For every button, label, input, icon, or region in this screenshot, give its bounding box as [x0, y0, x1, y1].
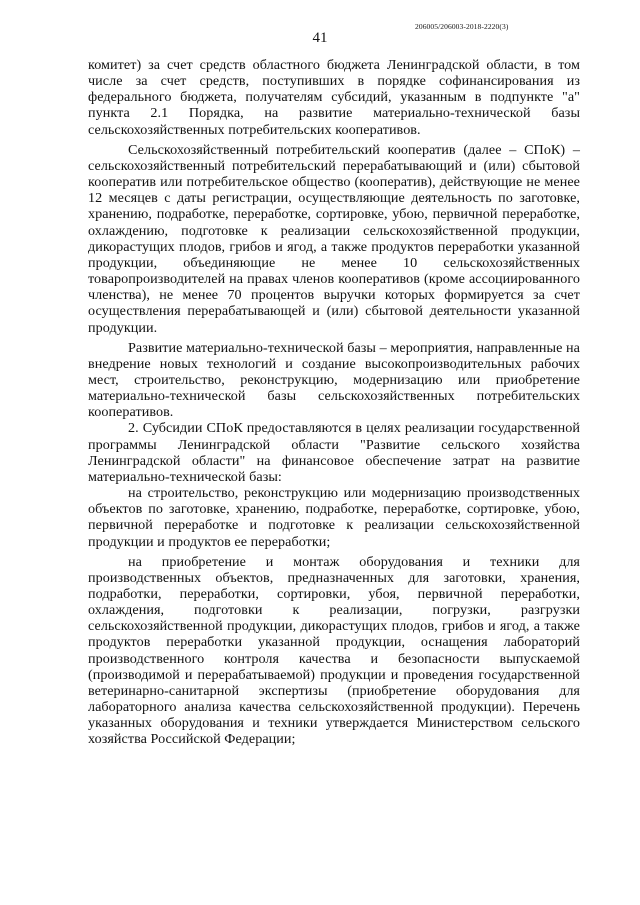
paragraph-spok-definition: Сельскохозяйственный потребительский кооператив (далее – СПоК) – сельскохозяйственный потребительский перерабатывающий и (или) сбытовой кооператив или потребительское общество (кооператив), действующие не менее 12 месяцев с даты регистрации, осуществляющие деятельность по заготовке, хранению, подработке, переработке, сортировке, убою, первичной переработке, охлаждению, подготовке к реализации сельскохозяйственной продукции, дикорастущих плодов, грибов и ягод, а также продуктов переработки указанной продукции, объединяющие не менее 10 сельскохозяйственных товаропроизводителей на правах членов кооперативов (кроме ассоциированного членства), не менее 70 процентов выручки которых формируется за счет осуществления перерабатывающей и (или) сбытовой деятельности указанной продукции.: [88, 141, 580, 336]
paragraph-construction: на строительство, реконструкцию или модернизацию производственных объектов по заготовке, хранению, подработке, переработке, сортировке, убою, первичной переработке и подготовке к реализации сельскохозяйственной продукции и продуктов ее переработки;: [88, 485, 580, 550]
document-body: [88, 57, 580, 748]
paragraph-equipment: на приобретение и монтаж оборудования и техники для производственных объектов, предназначенных для заготовки, хранения, подработки, переработки, сортировки, убоя, первичной переработки, охлаждения, подготовки к реализации, погрузки, разгрузки сельскохозяйственной продукции, дикорастущих плодов, грибов и ягод, а также продуктов переработки указанной продукции, оснащения лабораторий производственного контроля качества и безопасности выпускаемой (производимой и перерабатываемой) продукции и проведения государственной ветеринарно-санитарной экспертизы (приобретение оборудования для лабораторного анализа качества сельскохозяйственной продукции). Перечень указанных оборудования и техники утверждается Министерством сельского хозяйства Российской Федерации;: [88, 553, 580, 748]
document-code: 206005/206003-2018-2220(3): [415, 22, 509, 31]
page-number: 41: [312, 30, 328, 46]
paragraph-section-2: 2. Субсидии СПоК предоставляются в целях реализации государственной программы Ленинградской области "Развитие сельского хозяйства Ленинградской области" на финансовое обеспечение затрат на развитие материально-технической базы:: [88, 420, 580, 485]
paragraph-continuation: комитет) за счет средств областного бюджета Ленинградской области, в том числе за счет средств, поступивших в порядке софинансирования из федерального бюджета, получателям субсидий, указанным в подпункте "а" пункта 2.1 Порядка, на развитие материально-технической базы сельскохозяйственных потребительских кооперативов.: [88, 57, 580, 138]
paragraph-base-development: Развитие материально-технической базы – мероприятия, направленные на внедрение новых технологий и создание высокопроизводительных рабочих мест, строительство, реконструкцию, модернизацию или приобретение материально-технической базы сельскохозяйственных потребительских кооперативов.: [88, 339, 580, 421]
